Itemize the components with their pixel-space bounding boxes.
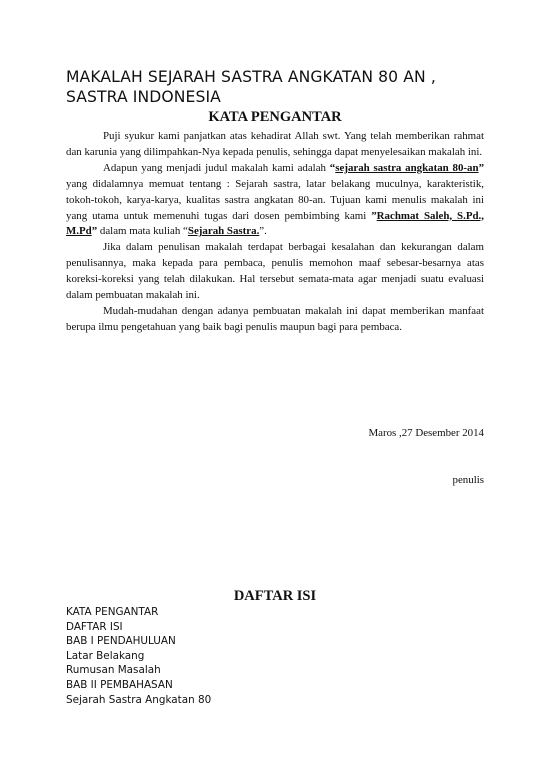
toc-item: DAFTAR ISI <box>66 620 123 633</box>
toc-item: Latar Belakang <box>66 649 145 662</box>
table-of-contents <box>66 605 486 707</box>
lecturer-name: Rachmat Saleh, S.Pd., M.Pd <box>66 209 484 238</box>
paragraph-2 <box>66 161 484 241</box>
p2-quote-close: ” <box>478 161 485 174</box>
p2-quote-open: “ <box>329 161 336 174</box>
toc-item: Rumusan Masalah <box>66 664 161 677</box>
signature: penulis <box>452 474 484 486</box>
preface-heading: KATA PENGANTAR <box>208 109 342 125</box>
toc-item: Sejarah Sastra Angkatan 80 <box>66 693 212 706</box>
toc-heading: DAFTAR ISI <box>233 588 317 604</box>
toc-item: KATA PENGANTAR <box>66 606 159 618</box>
preface-body <box>66 129 484 336</box>
title-line-2: SASTRA INDONESIA <box>66 88 221 106</box>
course-name: Sejarah Sastra. <box>187 225 260 238</box>
paragraph-1: Puji syukur kami panjatkan atas kehadirat Allah swt. Yang telah memberikan rahmat dan karunia yang dilimpahkan-Nya kepada penulis, sehingga dapat menyelesaikan makalah ini. <box>66 130 484 158</box>
title-line-1: MAKALAH SEJARAH SASTRA ANGKATAN 80 AN , <box>66 68 436 86</box>
makalah-title-ref: sejarah sastra angkatan 80-an <box>335 161 479 174</box>
p2-text-e: yang didalamnya memuat tentang : Sejarah sastra, latar belakang muculnya, karakteristik, tokoh-tokoh, karya-karya, kualitas sastra angkatan 80-an. Tujuan kami menulis makalah ini yang utama untuk memenuhi tugas dari dosen pembimbing kami <box>66 177 484 222</box>
p2-quote-close-2: ” <box>91 225 98 238</box>
p2-quote-open-2: ” <box>371 209 377 222</box>
paragraph-3: Jika dalam penulisan makalah terdapat berbagai kesalahan dan kekurangan dalam penulisannya, maka kepada para pembaca, penulis memohon maaf sebesar-besarnya atas koreksi-koreksi yang telah dilakukan. Hal tersebut semata-mata agar menjadi suatu evaluasi dalam pembuatan makalah ini. <box>66 241 484 302</box>
paragraph-4: Mudah-mudahan dengan adanya pembuatan makalah ini dapat memberikan manfaat berupa ilmu pengetahuan yang baik bagi penulis maupun bagi para pembaca. <box>66 304 484 333</box>
p2-text-a: Adapun yang menjadi judul makalah kami adalah <box>103 161 330 174</box>
toc-item: BAB I PENDAHULUAN <box>66 635 176 648</box>
document-title <box>66 67 496 107</box>
p2-text-i: dalam mata kuliah “ <box>97 225 188 238</box>
p2-text-k: ”. <box>259 225 267 238</box>
place-date: Maros ,27 Desember 2014 <box>368 427 484 439</box>
toc-item: BAB II PEMBAHASAN <box>66 678 173 691</box>
